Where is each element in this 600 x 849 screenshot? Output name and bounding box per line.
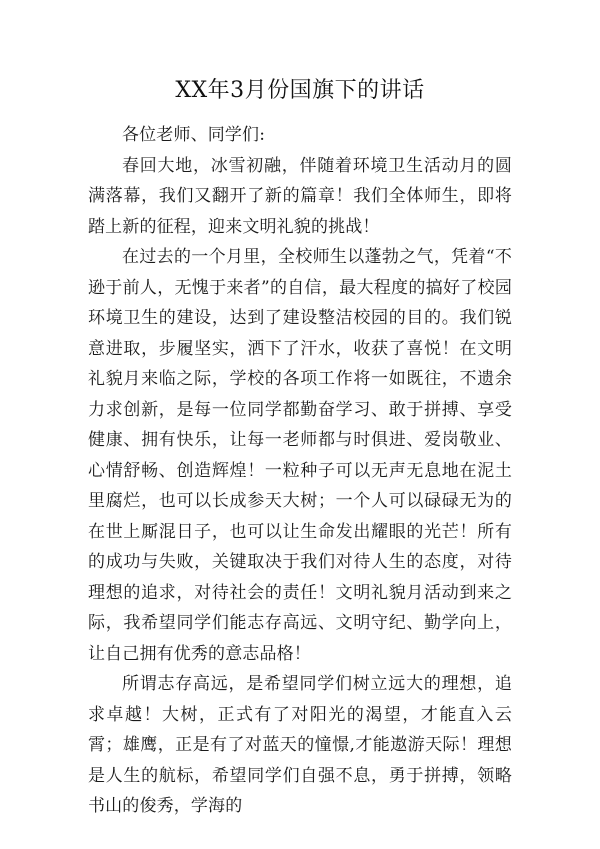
paragraph-2: 在过去的一个月里，全校师生以蓬勃之气，凭着“不逊于前人，无愧于来者”的自信，最大程度的搞好了校园环境卫生的建设，达到了建设整洁校园的目的。我们锐意进取，步履坚实，洒下了汗水，收获了喜悦！在文明礼貌月来临之际，学校的各项工作将一如既往，不遗余力求创新，是每一位同学都勤奋学习、敢于拼搏、享受健康、拥有快乐，让每一老师都与时俱进、爱岗敬业、心情舒畅、创造辉煌！一粒种子可以无声无息地在泥土里腐烂，也可以长成参天大树；一个人可以碌碌无为的在世上厮混日子，也可以让生命发出耀眼的光芒！所有的成功与失败，关键取决于我们对待人生的态度，对待理想的追求，对待社会的责任！文明礼貌月活动到来之际，我希望同学们能志存高远、文明守纪、勤学向上，让自己拥有优秀的意志品格！ [88,247,512,664]
document-title: XX年3月份国旗下的讲话 [175,78,425,103]
paragraph-3: 所谓志存高远，是希望同学们树立远大的理想，追求卓越！大树，正式有了对阳光的渴望，才能直入云霄；雄鹰，正是有了对蓝天的憧憬,才能遨游天际！理想是人生的航标，希望同学们自强不息，勇于拼搏，领略书山的俊秀，学海的 [88,674,512,816]
salutation: 各位老师、同学们: [122,125,266,145]
document-body [88,120,512,822]
paragraph-1: 春回大地，冰雪初融，伴随着环境卫生活动月的圆满落幕，我们又翻开了新的篇章！我们全体师生，即将踏上新的征程，迎来文明礼貌的挑战！ [88,155,512,237]
